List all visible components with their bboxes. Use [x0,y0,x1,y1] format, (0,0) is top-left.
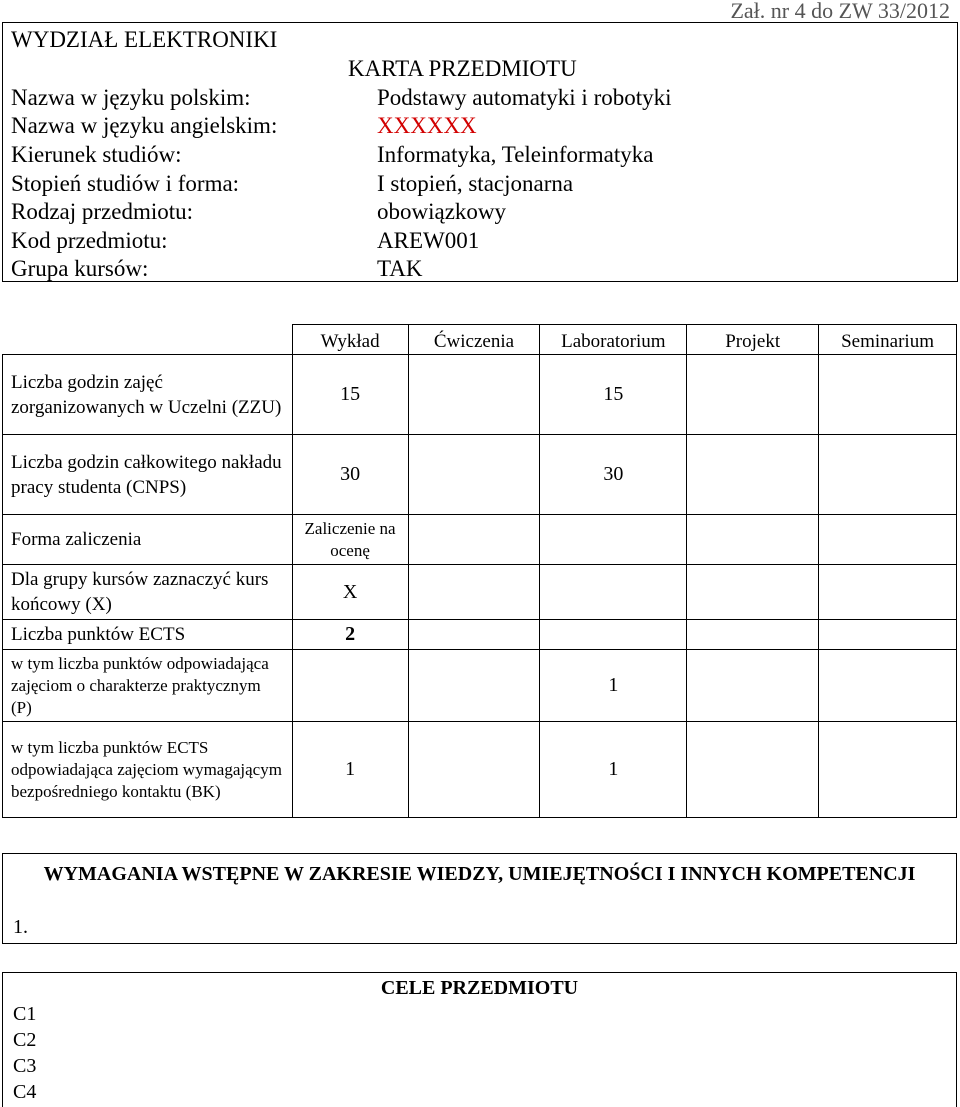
col-header-laboratory: Laboratorium [540,325,687,355]
cell-final-laboratory [540,565,687,620]
table-row [3,650,957,722]
course-info-box [2,22,958,282]
hours-table [2,324,957,818]
row-label-practical: w tym liczba punktów odpowiadająca zajęciom o charakterze praktycznym (P) [3,650,293,722]
cell-zzu-lecture: 15 [292,355,408,435]
cell-assessment-exercises [408,515,540,565]
info-label-polish-name: Nazwa w języku polskim: [11,85,251,110]
goals-section [2,972,957,1107]
row-label-direct-contact: w tym liczba punktów ECTS odpowiadająca zajęciom wymagającym bezpośredniego kontaktu (BK) [3,722,293,818]
cell-ects-laboratory [540,620,687,650]
cell-assessment-project [687,515,819,565]
cell-cnps-project [687,435,819,515]
table-row [3,565,957,620]
goals-list [13,1001,36,1105]
cell-cnps-lecture: 30 [292,435,408,515]
requirement-item: 1. [13,916,28,938]
cell-final-project [687,565,819,620]
requirements-section [2,853,957,944]
cell-practical-lecture [292,650,408,722]
cell-bk-project [687,722,819,818]
list-item: C1 [13,1003,37,1025]
header-corner [3,325,293,355]
attachment-reference: Zał. nr 4 do ZW 33/2012 [730,0,950,23]
cell-ects-exercises [408,620,540,650]
info-value-english-name: XXXXXX [377,113,477,138]
list-item: C2 [13,1029,37,1051]
cell-zzu-project [687,355,819,435]
cell-assessment-laboratory [540,515,687,565]
cell-bk-exercises [408,722,540,818]
row-label-cnps: Liczba godzin całkowitego nakładu pracy studenta (CNPS) [3,435,293,515]
row-label-ects: Liczba punktów ECTS [3,620,293,650]
cell-ects-project [687,620,819,650]
info-value-code: AREW001 [377,228,480,253]
cell-practical-seminar [819,650,957,722]
cell-ects-lecture: 2 [292,620,408,650]
col-header-seminar: Seminarium [819,325,957,355]
table-row [3,355,957,435]
cell-bk-laboratory: 1 [540,722,687,818]
list-item: C4 [13,1081,37,1103]
list-item: C3 [13,1055,37,1077]
cell-bk-seminar [819,722,957,818]
cell-practical-laboratory: 1 [540,650,687,722]
info-label-field: Kierunek studiów: [11,142,182,167]
cell-cnps-laboratory: 30 [540,435,687,515]
cell-zzu-exercises [408,355,540,435]
cell-zzu-seminar [819,355,957,435]
info-value-group: TAK [377,256,423,281]
cell-zzu-laboratory: 15 [540,355,687,435]
table-row [3,435,957,515]
table-row [3,620,957,650]
row-label-assessment: Forma zaliczenia [3,515,293,565]
col-header-project: Projekt [687,325,819,355]
cell-assessment-seminar [819,515,957,565]
info-value-degree: I stopień, stacjonarna [377,171,574,196]
requirements-title: WYMAGANIA WSTĘPNE W ZAKRESIE WIEDZY, UMIEJĘTNOŚCI I INNYCH KOMPETENCJI [43,863,916,885]
col-header-lecture: Wykład [292,325,408,355]
cell-final-lecture: X [292,565,408,620]
info-value-polish-name: Podstawy automatyki i robotyki [377,85,672,110]
faculty-name: WYDZIAŁ ELEKTRONIKI [11,27,278,52]
cell-final-exercises [408,565,540,620]
cell-bk-lecture: 1 [292,722,408,818]
cell-assessment-lecture: Zaliczenie na ocenę [292,515,408,565]
row-label-zzu: Liczba godzin zajęć zorganizowanych w Uczelni (ZZU) [3,355,293,435]
goals-title: CELE PRZEDMIOTU [380,977,579,999]
info-label-code: Kod przedmiotu: [11,228,168,253]
info-label-type: Rodzaj przedmiotu: [11,199,194,224]
info-value-field: Informatyka, Teleinformatyka [377,142,654,167]
row-label-final-course: Dla grupy kursów zaznaczyć kurs końcowy (X) [3,565,293,620]
cell-ects-seminar [819,620,957,650]
info-value-type: obowiązkowy [377,199,507,224]
cell-cnps-exercises [408,435,540,515]
col-header-exercises: Ćwiczenia [408,325,540,355]
table-row [3,722,957,818]
info-label-degree: Stopień studiów i forma: [11,171,240,196]
hours-table-header [3,325,957,355]
info-label-group: Grupa kursów: [11,256,149,281]
cell-practical-project [687,650,819,722]
cell-practical-exercises [408,650,540,722]
cell-cnps-seminar [819,435,957,515]
table-row [3,515,957,565]
card-title: KARTA PRZEDMIOTU [348,56,577,81]
info-label-english-name: Nazwa w języku angielskim: [11,113,278,138]
cell-final-seminar [819,565,957,620]
